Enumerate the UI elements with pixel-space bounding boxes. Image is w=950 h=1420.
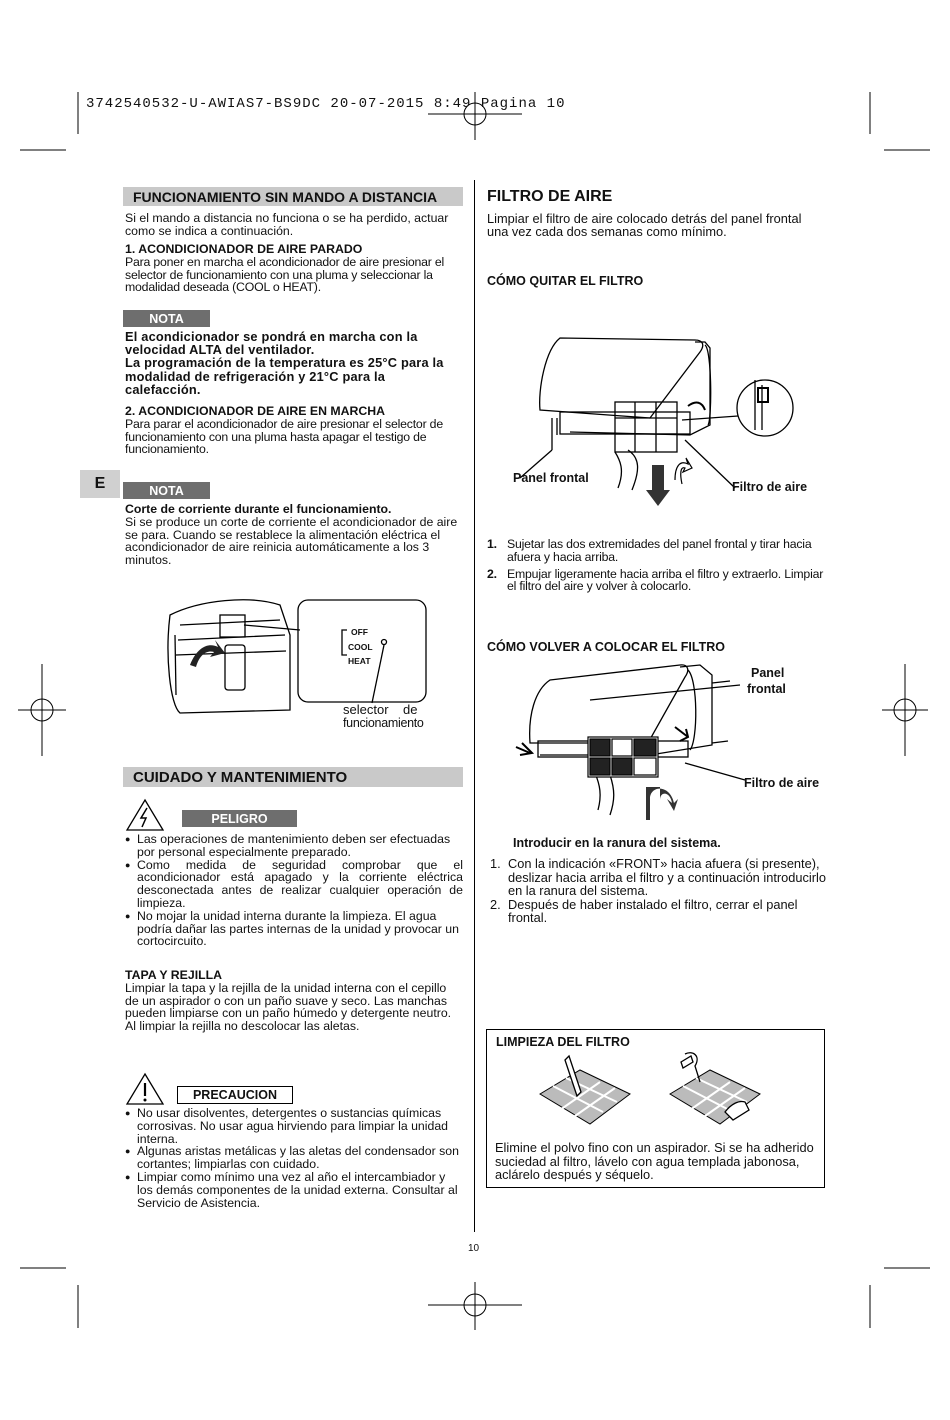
item-2-block <box>125 405 463 456</box>
page-number: 10 <box>468 1243 480 1254</box>
volver-step-1-num: 1. <box>490 856 501 871</box>
column-divider <box>474 180 475 1232</box>
item-2-title: 2. ACONDICIONADOR DE AIRE EN MARCHA <box>125 404 386 418</box>
tapa-block <box>125 969 463 1033</box>
volver-step-1 <box>490 857 828 898</box>
nota-2-badge: NOTA <box>123 482 210 499</box>
quitar-step-1-num: 1. <box>487 537 497 551</box>
sin-mando-intro: Si el mando a distancia no funciona o se ha perdido, actuar como se indica a continuación. <box>125 211 449 238</box>
limpieza-title: LIMPIEZA DEL FILTRO <box>496 1035 630 1049</box>
peligro-item-2: ● Como medida de seguridad comprobar que el acondicionador está apagado y la corriente eléctrica desconectada antes de realizar cualquier operación de limpieza. <box>125 859 463 910</box>
precaucion-badge: PRECAUCION <box>177 1086 293 1104</box>
quitar-step-1-text: Sujetar las dos extremidades del panel frontal y tirar hacia afuera y hacia arriba. <box>507 537 812 564</box>
section-title-cuidado: CUIDADO Y MANTENIMIENTO <box>123 767 463 787</box>
quitar-steps <box>487 538 827 593</box>
volver-step-2 <box>490 898 828 925</box>
precaucion-list <box>125 1107 463 1209</box>
warning-icon <box>125 1072 165 1106</box>
precaucion-item-3: ● Limpiar como mínimo una vez al año el intercambiador y los demás componentes de la unidad externa. Consultar al Servicio de Asistencia. <box>125 1171 463 1209</box>
fig2-ranura-label: Introducir en la ranura del sistema. <box>513 836 721 850</box>
volver-steps <box>490 857 828 925</box>
nota-1-line-2: La programación de la temperatura es 25°C para la modalidad de refrigeración y 21°C para la calefacción. <box>125 355 444 397</box>
precaucion-item-1: ● No usar disolventes, detergentes o sustancias químicas corrosivas. No usar agua hirviendo para limpiar la unidad interna. <box>125 1107 463 1145</box>
section-title-sin-mando: FUNCIONAMIENTO SIN MANDO A DISTANCIA <box>123 187 463 206</box>
nota-1-badge: NOTA <box>123 310 210 327</box>
fig1-filtro-label: Filtro de aire <box>732 480 808 494</box>
tapa-title: TAPA Y REJILLA <box>125 968 223 982</box>
replace-filter-illustration <box>500 655 820 825</box>
fig2-filtro-label: Filtro de aire <box>744 776 820 790</box>
limpieza-text: Elimine el polvo fino con un aspirador. Si se ha adherido suciedad al filtro, lávelo con agua templada jabonosa, aclárelo después y séquelo. <box>495 1140 814 1183</box>
language-tab: E <box>80 470 120 498</box>
peligro-item-1: ● Las operaciones de mantenimiento deben ser efectuadas por personal especialmente preparado. <box>125 833 463 859</box>
volver-title: CÓMO VOLVER A COLOCAR EL FILTRO <box>487 640 725 654</box>
precaucion-item-2: ● Algunas aristas metálicas y las aletas del condensador son cortantes; limpiarlas con cuidado. <box>125 1145 463 1171</box>
filtro-title: FILTRO DE AIRE <box>487 188 613 205</box>
peligro-item-3: ● No mojar la unidad interna durante la limpieza. El agua podría dañar las partes internas de la unidad y provocar un cortocircuito. <box>125 910 463 948</box>
item-1-text: Para poner en marcha el acondicionador de aire presionar el selector de funcionamiento con una pluma y seleccionar la modalidad deseada (COOL o HEAT). <box>125 254 445 295</box>
filtro-intro: Limpiar el filtro de aire colocado detrás del panel frontal una vez cada dos semanas como mínimo. <box>487 211 802 239</box>
quitar-title: CÓMO QUITAR EL FILTRO <box>487 274 644 288</box>
selector-cool-label: COOL <box>348 642 373 652</box>
filter-cleaning-illustration <box>535 1052 775 1132</box>
fig2-panel-label-2: frontal <box>747 682 786 696</box>
quitar-step-2-num: 2. <box>487 566 497 581</box>
selector-caption-2: funcionamiento <box>343 716 424 730</box>
fig2-panel-label-1: Panel <box>751 666 785 680</box>
nota-2-block <box>125 503 463 567</box>
nota-1-line-1: El acondicionador se pondrá en marcha con la velocidad ALTA del ventilador. <box>125 329 418 358</box>
quitar-step-2-text: Empujar ligeramente hacia arriba el filtro y extraerlo. Limpiar el filtro del aire y volver à colocarlo. <box>507 566 824 594</box>
item-1-title: 1. ACONDICIONADOR DE AIRE PARADO <box>125 242 363 256</box>
nota-2-text: Si se produce un corte de corriente el acondicionador de aire se para. Cuando se restablece la alimentación eléctrica el acondicionador de aire reinicia automáticamente a los 3 minutos. <box>125 514 458 568</box>
peligro-badge: PELIGRO <box>182 810 297 827</box>
volver-step-2-num: 2. <box>490 896 501 912</box>
electric-hazard-icon <box>125 798 165 832</box>
volver-step-1-text: Con la indicación «FRONT» hacia afuera (si presente), deslizar hacia arriba el filtro y a continuación introducirlo en la ranura del sistema. <box>508 856 826 899</box>
quitar-step-2 <box>487 568 827 594</box>
item-1-block <box>125 243 463 294</box>
selector-heat-label: HEAT <box>348 656 371 666</box>
volver-step-2-text: Después de haber instalado el filtro, cerrar el panel frontal. <box>508 896 798 926</box>
tapa-text: Limpiar la tapa y la rejilla de la unidad interna con el cepillo de un aspirador o con un paño suave y seco. Las manchas pueden limpiarse con un paño húmedo y detergente neutro. Al limpiar la rejilla no descolocar las aletas. <box>125 980 452 1034</box>
nota-1-block <box>125 330 463 396</box>
nota-2-bold: Corte de corriente durante el funcionamiento. <box>125 502 392 516</box>
peligro-list <box>125 833 463 948</box>
quitar-step-1 <box>487 538 827 564</box>
item-2-text: Para parar el acondicionador de aire presionar el selector de funcionamiento con una pluma hasta apagar el testigo de funcionamiento. <box>125 416 443 457</box>
selector-off-label: OFF <box>351 627 368 637</box>
fig1-panel-label: Panel frontal <box>513 471 589 485</box>
print-slug: 3742540532-U-AWIAS7-BS9DC 20-07-2015 8:49 Pagina 10 <box>86 96 566 112</box>
selector-caption-1: selector de <box>343 702 418 717</box>
